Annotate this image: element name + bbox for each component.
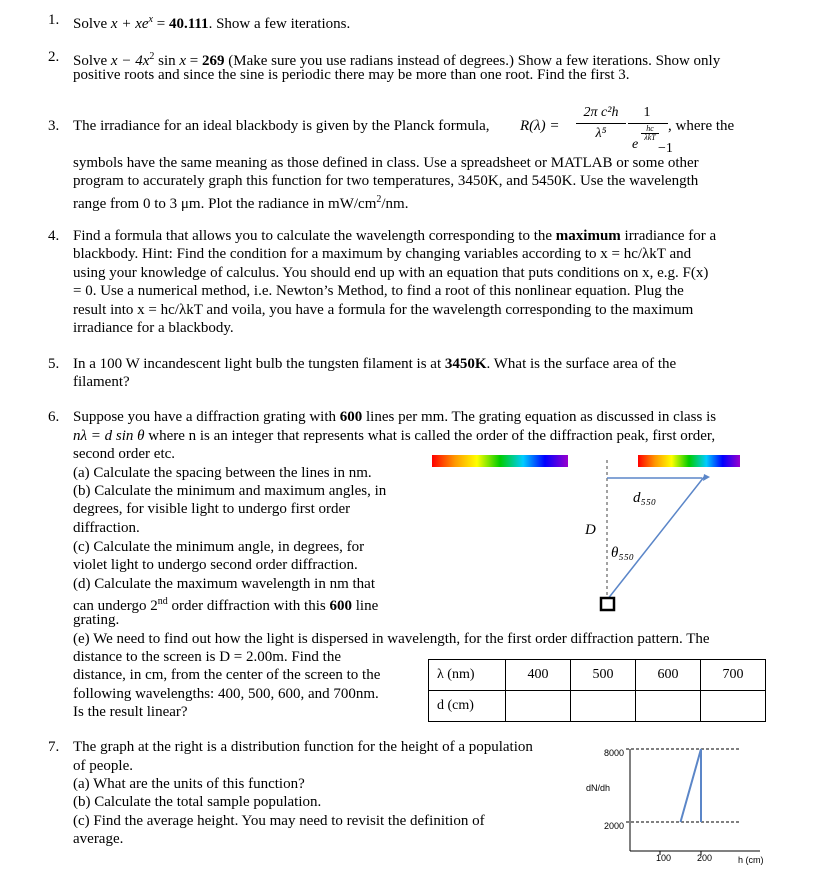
label-d550: d₅₅₀: [633, 490, 657, 506]
question-7-line1: The graph at the right is a distribution function for the height of a population: [73, 739, 533, 755]
q6-part-b1: (b) Calculate the minimum and maximum angles, in: [73, 483, 387, 499]
q2-number: 2.: [48, 49, 60, 65]
q7-part-b: (b) Calculate the total sample population.: [73, 794, 322, 810]
question-4-line6: irradiance for a blackbody.: [73, 320, 234, 336]
table-col-700: 700: [701, 660, 766, 691]
question-4-line2: blackbody. Hint: Find the condition for a maximum by changing variables according to x = hc/λkT and: [73, 246, 692, 262]
spectrum-left: [432, 455, 568, 467]
question-4-line4: = 0. Use a numerical method, i.e. Newton’s Method, to find a root of this nonlinear equation. Plug the: [73, 283, 684, 299]
q6-number: 6.: [48, 409, 60, 425]
table-cell[interactable]: [636, 691, 701, 722]
question-4-line5: result into x = hc/λkT and voila, you have a formula for the wavelength corresponding to the maximum: [73, 302, 694, 318]
q1-number: 1.: [48, 12, 60, 28]
q6-part-c2: violet light to undergo second order diffraction.: [73, 557, 358, 573]
q7-part-a: (a) What are the units of this function?: [73, 776, 305, 792]
question-3-line2: symbols have the same meaning as those defined in class. Use a spreadsheet or MATLAB or some other: [73, 155, 699, 171]
q7-number: 7.: [48, 739, 60, 755]
q6-part-d3: grating.: [73, 612, 120, 628]
question-5-line1: In a 100 W incandescent light bulb the tungsten filament is at 3450K. What is the surface area of the: [73, 356, 677, 372]
ytick-2000: 2000: [604, 821, 625, 831]
question-6-line1: Suppose you have a diffraction grating with 600 lines per mm. The grating equation as discussed in class is: [73, 409, 717, 425]
distribution-series: [681, 749, 702, 822]
q6-part-a: (a) Calculate the spacing between the lines in nm.: [73, 465, 372, 481]
exp-hc: hc: [646, 124, 654, 133]
question-4-line3: using your knowledge of calculus. You should end up with an equation that puts conditions on x, e.g. F(x): [73, 265, 709, 281]
planck-denominator: λ⁵: [595, 126, 607, 141]
where-text: , where the: [668, 118, 735, 134]
q6-part-d1: (d) Calculate the maximum wavelength in nm that: [73, 576, 375, 592]
q7-part-c2: average.: [73, 831, 124, 847]
table-cell[interactable]: [506, 691, 571, 722]
y-axis-label: dN/dh: [586, 783, 611, 793]
ytick-8000: 8000: [604, 748, 625, 758]
q6-part-e4: following wavelengths: 400, 500, 600, and 700nm.: [73, 686, 379, 702]
exp-lkt: λkT: [644, 133, 656, 142]
q7-part-c: (c) Find the average height. You may need to revisit the definition of: [73, 813, 485, 829]
question-3-line3: program to accurately graph this function for two temperatures, 3450K, and 5450K. Use the wavelength: [73, 173, 699, 189]
q6-part-e3: distance, in cm, from the center of the screen to the: [73, 667, 381, 683]
exp-e: e: [632, 137, 639, 152]
label-D: D: [585, 522, 596, 538]
q6-part-b3: diffraction.: [73, 520, 140, 536]
label-theta550: θ₅₅₀: [611, 545, 635, 561]
table-col-400: 400: [506, 660, 571, 691]
table-header-lambda: λ (nm): [429, 660, 506, 691]
question-6-line3: second order etc.: [73, 446, 176, 462]
planck-numerator: 2π c²h: [583, 105, 619, 120]
table-cell[interactable]: [701, 691, 766, 722]
question-3-line4: range from 0 to 3 μm. Plot the radiance in $mW/cm^2/nm$.: [73, 194, 409, 212]
question-5-line2: filament?: [73, 374, 130, 390]
arrowhead: [703, 474, 710, 481]
xtick-100: 100: [656, 853, 672, 863]
xtick-200: 200: [697, 853, 713, 863]
distribution-chart: [560, 735, 817, 872]
q6-part-c1: (c) Calculate the minimum angle, in degrees, for: [73, 539, 365, 555]
table-col-600: 600: [636, 660, 701, 691]
q6-part-e2: distance to the screen is D = 2.00m. Find the: [73, 649, 341, 665]
q6-part-e1: (e) We need to find out how the light is dispersed in wavelength, for the first order diffraction pattern. The: [73, 631, 710, 647]
q6-part-e5: Is the result linear?: [73, 704, 188, 720]
question-2-line1: Solve $x - 4x^2$ sin x = 269 (Make sure you use radians instead of degrees.) Show a few iterations. Show only: [73, 51, 721, 69]
question-4-line1: Find a formula that allows you to calculate the wavelength corresponding to the maximum irradiance for a: [73, 228, 717, 244]
table-header-d: d (cm): [429, 691, 506, 722]
question-6-line2: nλ = d sin θ where n is an integer that represents what is called the order of the diffraction peak, first order,: [73, 428, 716, 444]
q6-part-b2: degrees, for visible light to undergo first order: [73, 501, 351, 517]
question-2-line2: positive roots and since the sine is periodic there may be more than one root. Find the first 3.: [73, 67, 630, 83]
minus-one: −1: [658, 141, 673, 156]
q5-number: 5.: [48, 356, 60, 372]
fraction-bar-1: [576, 123, 626, 124]
table-cell[interactable]: [571, 691, 636, 722]
question-7-line2: of people.: [73, 758, 133, 774]
q4-number: 4.: [48, 228, 60, 244]
table-col-500: 500: [571, 660, 636, 691]
planck-one: 1: [643, 105, 651, 120]
q6-part-d2: can undergo 2nd order diffraction with this 600 line: [73, 596, 379, 614]
question-1: Solve $x + xe^x = 40.111$. Show a few iterations.: [73, 14, 351, 32]
grating-box: [601, 598, 614, 610]
wavelength-table: [428, 659, 766, 722]
planck-lhs: R(λ) =: [520, 118, 560, 134]
spectrum-right: [638, 455, 740, 467]
x-axis-label: h (cm): [738, 855, 764, 865]
question-3-line1: The irradiance for an ideal blackbody is given by the Planck formula,: [73, 118, 490, 134]
q3-number: 3.: [48, 118, 60, 134]
